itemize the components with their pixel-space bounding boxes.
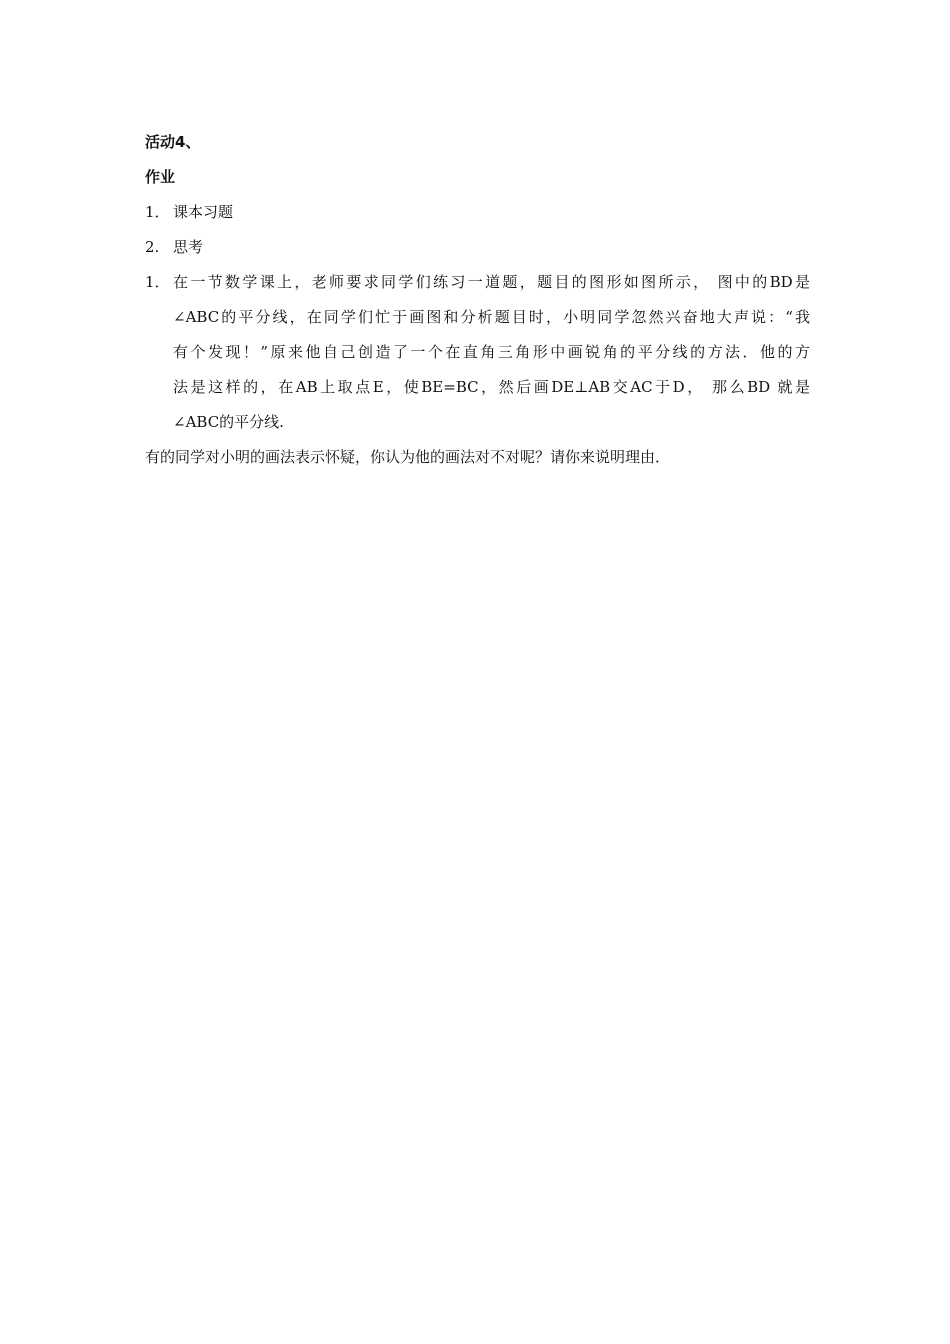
list-item [145,230,810,265]
problem-line: 有个发现！”原来他自己创造了一个在直角三角形中画锐角的平分线的方法．他的方 [173,343,810,361]
list-item-number: 2. [145,238,160,256]
problem-text [173,265,810,440]
list-item-text: 思考 [173,238,204,256]
list-item-text: 课本习题 [173,203,234,221]
problem-line: ∠ABC的平分线. [173,413,284,431]
problem-line: ∠ABC的平分线，在同学们忙于画图和分析题目时，小明同学忽然兴奋地大声说：“我 [173,308,810,326]
list-item [145,195,810,230]
homework-heading: 作业 [145,168,176,186]
problem-line: 在一节数学课上，老师要求同学们练习一道题，题目的图形如图所示， 图中的BD是 [173,273,810,291]
problem-number: 1． [145,273,170,291]
closing-question: 有的同学对小明的画法表示怀疑，你认为他的画法对不对呢？请你来说明理由． [145,448,671,466]
list-item-number: 1． [145,203,170,221]
document-content [145,125,810,475]
problem-line: 法是这样的，在AB上取点E，使BE=BC，然后画DE⊥AB交AC于D， 那么BD 就是 [173,378,810,396]
activity-heading: 活动4、 [145,133,201,151]
problem-block [145,265,810,440]
